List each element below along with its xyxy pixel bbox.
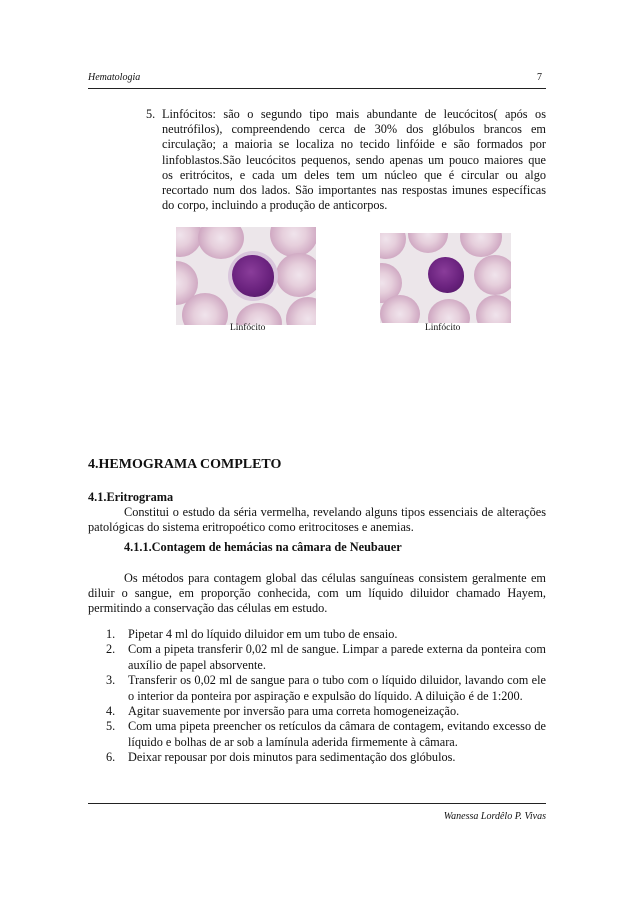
step-number: 6. <box>106 750 116 765</box>
item-5-line: circulação; a maioria se localiza no tecido linfóide e são formados por <box>162 137 546 152</box>
section-4-1-line: Constitui o estudo da séria vermelha, revelando alguns tipos essenciais de alterações <box>124 505 546 519</box>
footer-author: Wanessa Lordêlo P. Vivas <box>443 811 546 822</box>
page-number: 7 <box>537 72 542 83</box>
section-4-1-1-title: 4.1.1.Contagem de hemácias na câmara de Neubauer <box>124 540 402 554</box>
section-4-1-1-line: Os métodos para contagem global das células sanguíneas consistem geralmente em <box>124 571 546 585</box>
step-line: Deixar repousar por dois minutos para sedimentação dos glóbulos. <box>128 750 456 765</box>
section-4-1-1-line: permitindo a conservação das células em estudo. <box>88 601 328 615</box>
step-line: Com a pipeta transferir 0,02 ml de sangue. Limpar a parede externa da ponteira com <box>128 642 546 657</box>
step-item <box>106 719 546 750</box>
figure-caption-1: Linfócito <box>230 323 266 333</box>
running-header-title: Hematologia <box>88 72 141 83</box>
step-number: 3. <box>106 673 116 688</box>
step-line: Com uma pipeta preencher os retículos da câmara de contagem, evitando excesso de <box>128 719 546 734</box>
item-5-line: os eritrócitos, e cada um deles tem um núcleo que é circular ou algo <box>162 167 546 182</box>
step-number: 5. <box>106 719 116 734</box>
step-item <box>106 673 546 704</box>
step-number: 1. <box>106 627 116 641</box>
item-5-line: do corpo, incluindo a produção de anticorpos. <box>162 198 388 213</box>
section-4-1-line: patológicas do sistema eritropoético como eritrocitoses e anemias. <box>88 520 414 534</box>
section-4-title: 4.HEMOGRAMA COMPLETO <box>88 457 282 472</box>
figure-caption-2: Linfócito <box>425 323 461 333</box>
step-line: Agitar suavemente por inversão para uma correta homogeneização. <box>128 704 460 719</box>
step-line: Pipetar 4 ml do líquido diluidor em um tubo de ensaio. <box>128 627 398 641</box>
header-rule <box>88 88 546 89</box>
item-5-text <box>162 107 546 213</box>
lymphocyte-micrograph-2 <box>380 233 511 323</box>
step-line: o interior da ponteira por aspiração e expulsão do líquido. A diluição é de 1:200. <box>128 688 523 703</box>
section-4-1-title: 4.1.Eritrograma <box>88 490 174 504</box>
step-item <box>106 642 546 673</box>
item-5-line: linfoblastos.São leucócitos pequenos, sendo apenas um pouco maiores que <box>162 152 546 167</box>
step-line: Transferir os 0,02 ml de sangue para o tubo com o líquido diluidor, lavando com ele <box>128 673 546 688</box>
step-item <box>106 750 546 765</box>
procedure-steps <box>106 627 546 766</box>
step-item <box>106 704 546 719</box>
item-5-line: neutrófilos), compreendendo cerca de 30% dos glóbulos brancos em <box>162 122 546 137</box>
footer-rule <box>88 803 546 804</box>
section-4-1-1-line: diluir o sangue, em proporção conhecida, com um líquido diluidor chamado Hayem, <box>88 586 546 600</box>
item-5-line: Linfócitos: são o segundo tipo mais abundante de leucócitos( após os <box>162 107 546 121</box>
step-line: auxílio de papel absorvente. <box>128 657 266 672</box>
step-line: líquido e bolhas de ar sob a lamínula aderida firmemente à câmara. <box>128 734 458 749</box>
item-5-line: recortado num dos lados. São importantes nas respostas imunes específicas <box>162 183 546 198</box>
step-number: 4. <box>106 704 116 719</box>
step-item <box>106 627 546 642</box>
step-number: 2. <box>106 642 116 657</box>
item-5-number: 5. <box>146 107 156 121</box>
lymphocyte-micrograph-1 <box>176 227 316 325</box>
